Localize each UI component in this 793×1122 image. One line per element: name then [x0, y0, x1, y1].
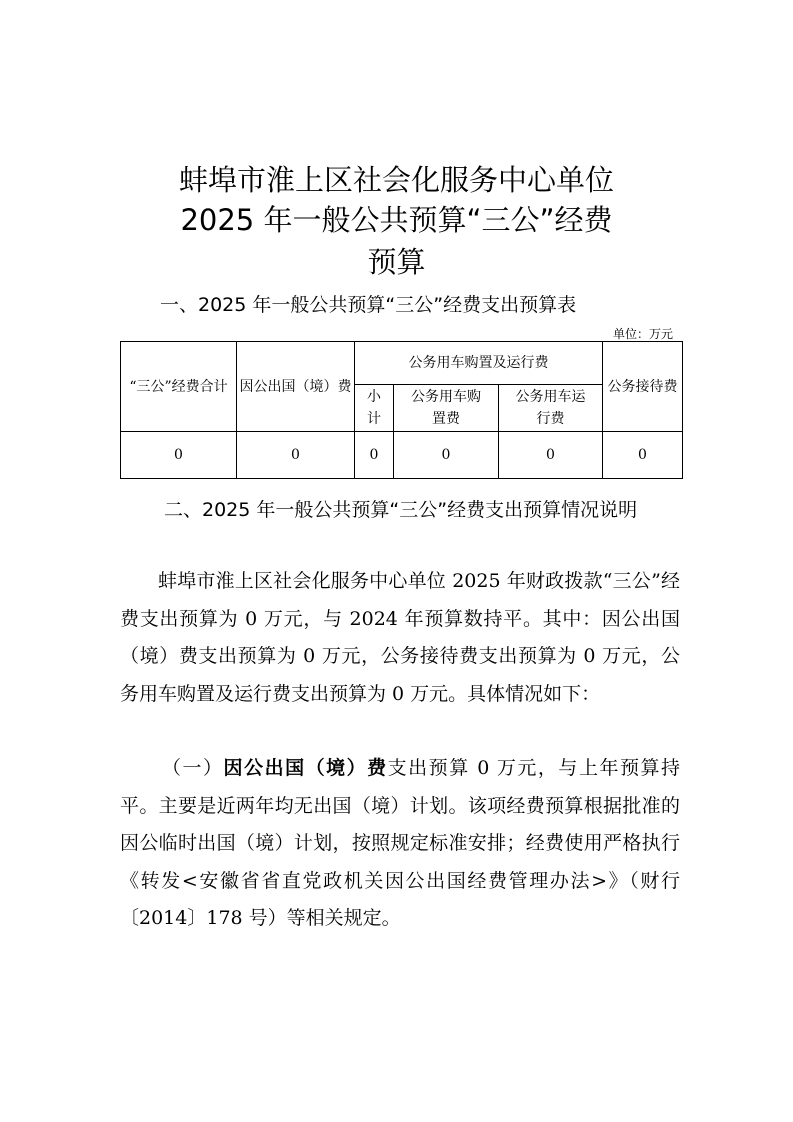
section1-heading: 一、2025 年一般公共预算“三公”经费支出预算表: [160, 294, 577, 316]
document-title-line1: 蚌埠市淮上区社会化服务中心单位: [178, 163, 614, 197]
document-title-line3: 预算: [367, 245, 426, 279]
value-reception: 0: [603, 432, 683, 479]
value-vehicle-purchase: 0: [394, 432, 499, 479]
paragraph-summary: 蚌埠市淮上区社会化服务中心单位 2025 年财政拨款“三公”经费支出预算为 0 万元，与 2024 年预算数持平。其中：因公出国（境）费支出预算为 0 万元，公务接待费支出预算为 0 万元，公务用车购置及运行费支出预算为 0 万元。具体情况如下：: [120, 570, 680, 705]
table-row: [121, 432, 683, 479]
budget-table: [120, 341, 683, 479]
paragraph-abroad-text: 支出预算 0 万元，与上年预算持平。主要是近两年均无出国（境）计划。该项经费预算根据批准的因公临时出国（境）计划，按照规定标准安排；经费使用严格执行《转发<安徽省省直党政机关因公出国经费管理办法>》（财行〔2014〕178 号）等相关规定。: [120, 757, 680, 929]
value-vehicle-operation: 0: [499, 432, 603, 479]
paragraph-abroad-bold: 因公出国（境）费: [223, 757, 388, 779]
section2-heading: 二、2025 年一般公共预算“三公”经费支出预算情况说明: [164, 499, 638, 521]
unit-label: 单位：万元: [612, 327, 673, 341]
header-vehicle-group: 公务用车购置及运行费: [355, 342, 603, 385]
value-subtotal: 0: [355, 432, 394, 479]
value-total: 0: [121, 432, 237, 479]
header-total: “三公”经费合计: [121, 342, 237, 432]
table-header-row: [121, 342, 683, 385]
header-abroad: 因公出国（境）费: [237, 342, 355, 432]
header-vehicle-purchase: 公务用车购置费: [394, 385, 499, 432]
header-reception: 公务接待费: [603, 342, 683, 432]
paragraph-abroad-prefix: （一）: [162, 757, 224, 779]
value-abroad: 0: [237, 432, 355, 479]
document-title-line2: 2025 年一般公共预算“三公”经费: [180, 203, 613, 237]
paragraph-abroad: [120, 750, 680, 938]
header-subtotal: 小计: [355, 385, 394, 432]
header-vehicle-operation: 公务用车运行费: [499, 385, 603, 432]
